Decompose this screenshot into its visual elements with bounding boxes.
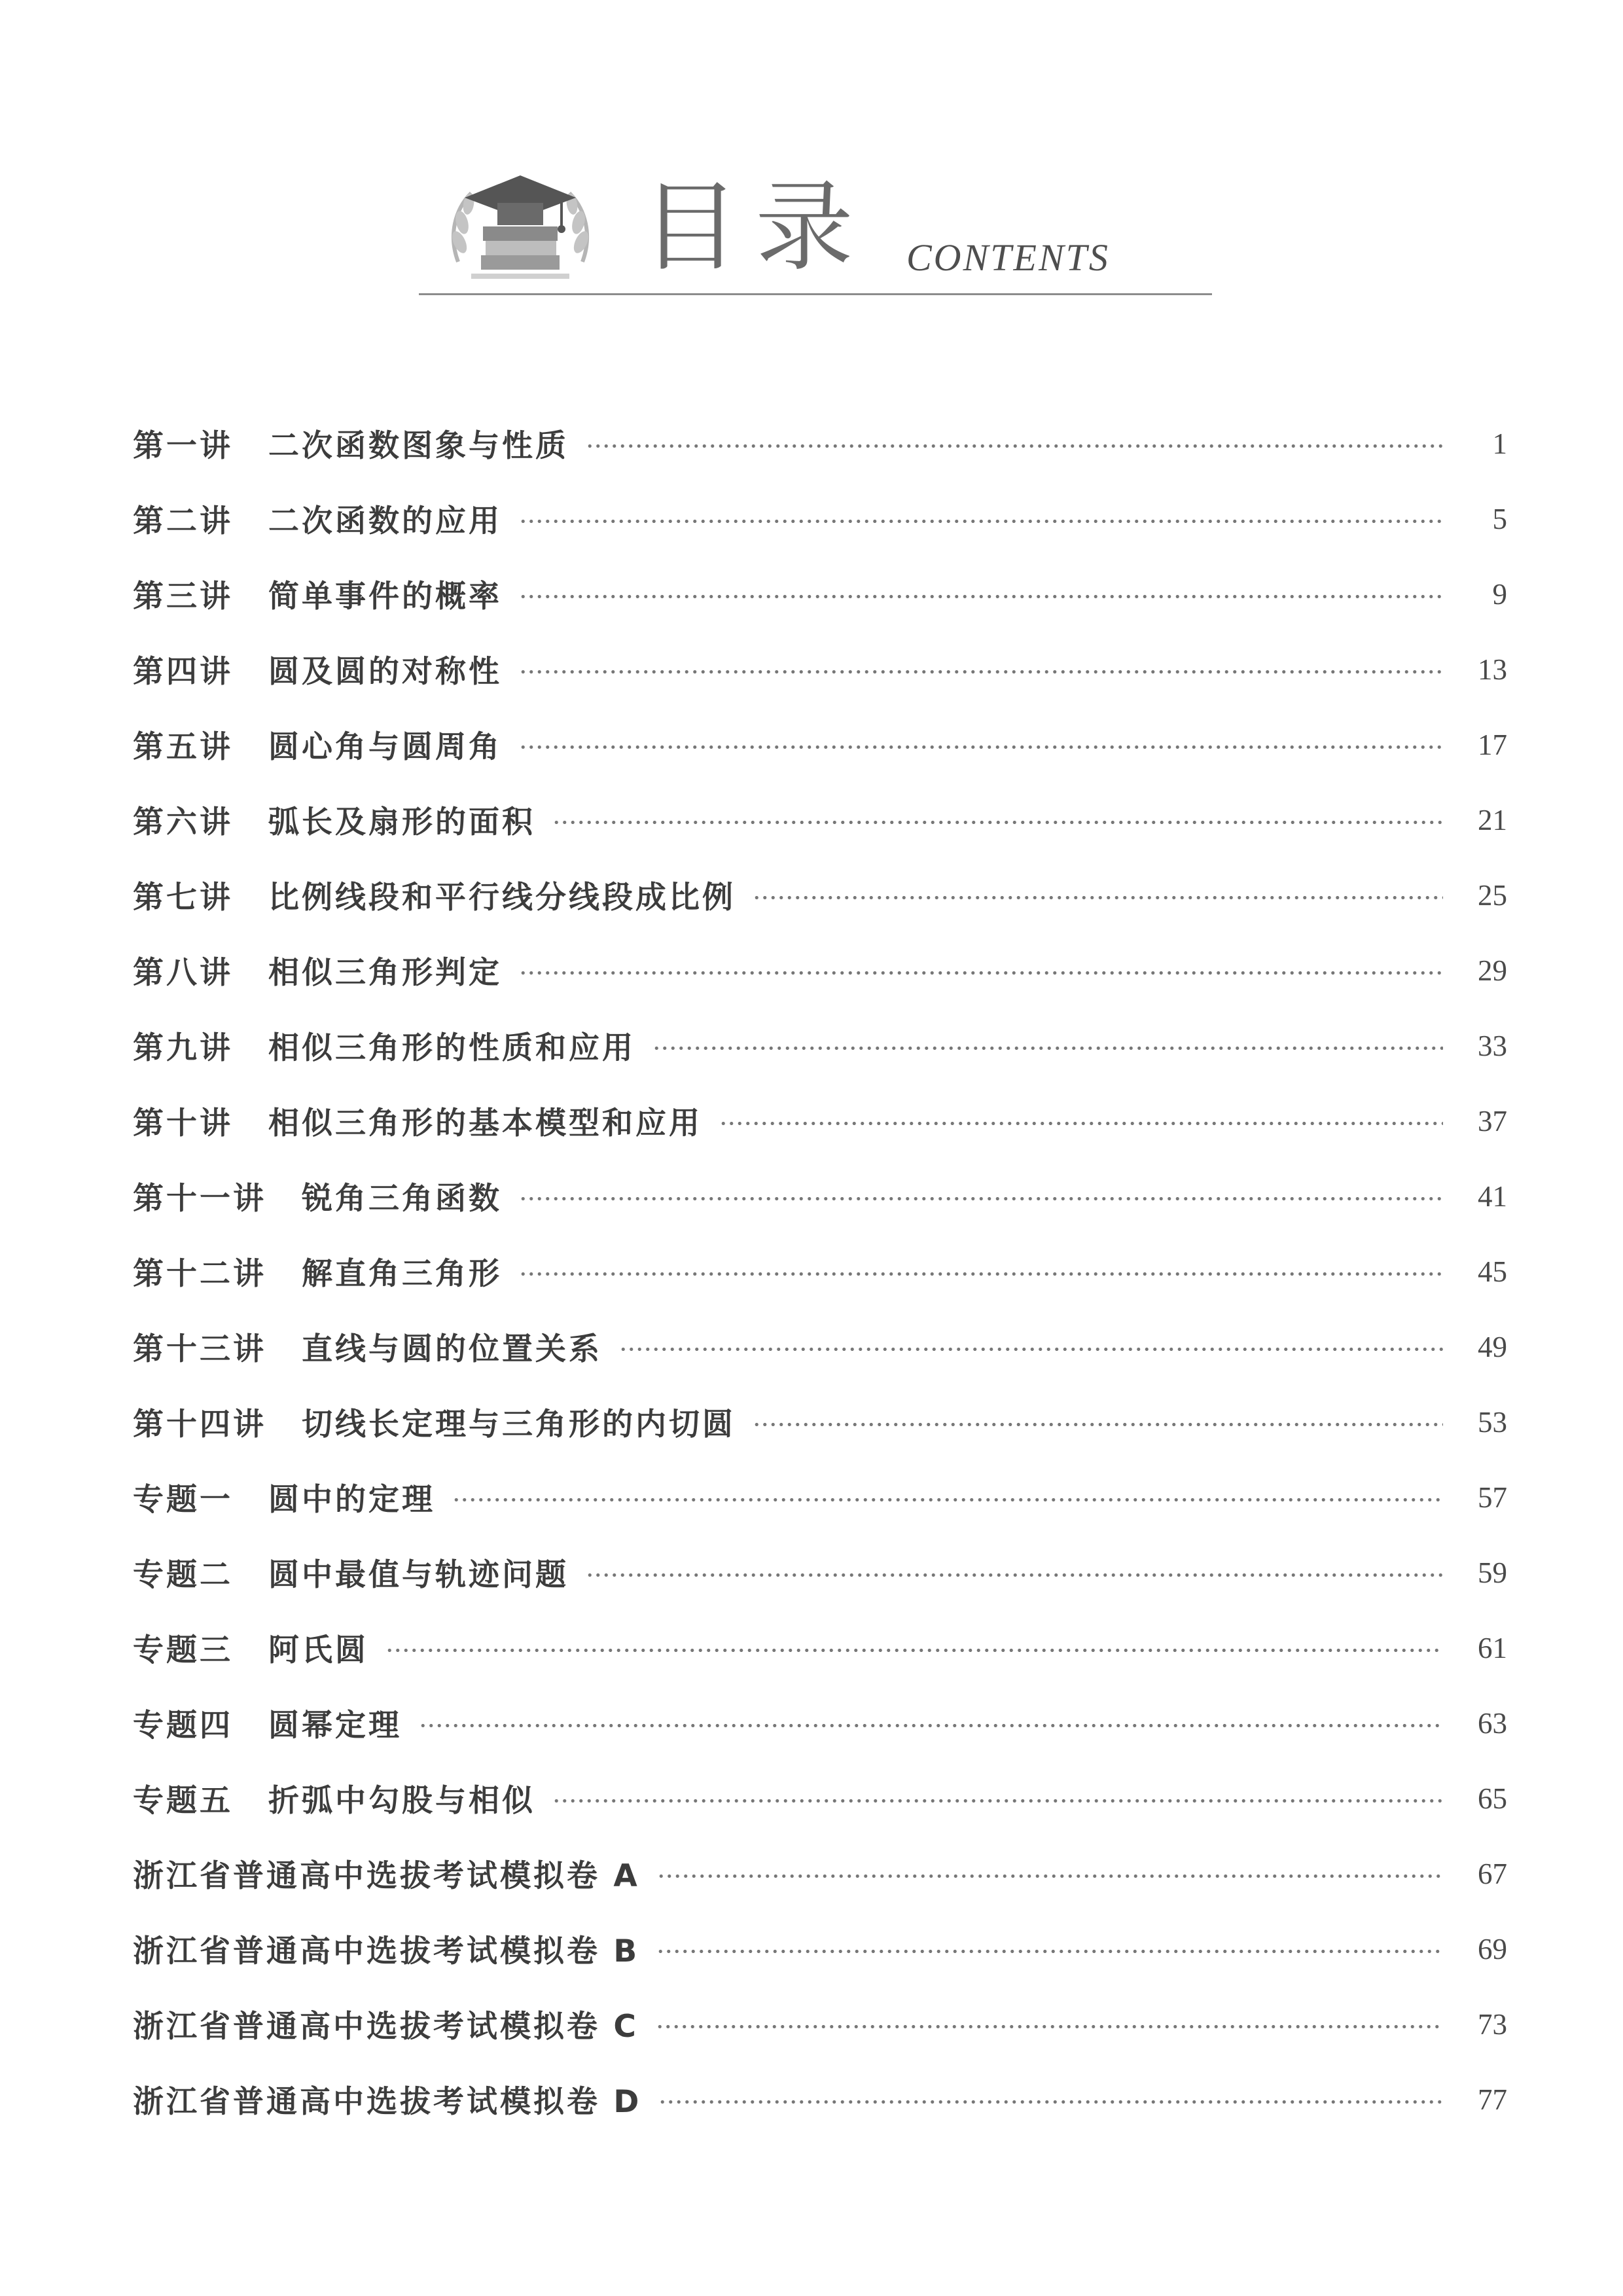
contents-title-english: CONTENTS	[906, 236, 1110, 279]
toc-entry[interactable]	[133, 632, 1507, 707]
toc-lecture-label: 第二讲	[133, 503, 233, 539]
toc-page-number: 41	[1478, 1179, 1507, 1213]
dot-leader	[519, 670, 1443, 673]
toc-lecture-label: 第十讲	[133, 1105, 233, 1141]
dot-leader	[586, 1573, 1443, 1577]
toc-topic-title: 相似三角形的基本模型和应用	[268, 1105, 702, 1141]
toc-topic-title: 圆及圆的对称性	[268, 654, 502, 690]
toc-page-number: 29	[1478, 954, 1507, 987]
dot-leader	[657, 1874, 1443, 1878]
toc-entry[interactable]	[133, 1384, 1507, 1460]
toc-lecture-label: 专题五	[133, 1783, 233, 1819]
toc-topic-title: 圆心角与圆周角	[268, 729, 502, 765]
dot-leader	[658, 2100, 1443, 2104]
toc-page-number: 5	[1492, 502, 1507, 535]
toc-entry[interactable]	[133, 1761, 1507, 1836]
toc-lecture-label: 第十一讲	[133, 1181, 266, 1217]
dot-leader	[753, 896, 1443, 899]
toc-entry[interactable]	[133, 1460, 1507, 1535]
dot-leader	[552, 1799, 1443, 1803]
toc-page-number: 25	[1478, 878, 1507, 912]
graduation-cap-books-icon	[445, 164, 596, 288]
toc-page-number: 1	[1492, 427, 1507, 460]
toc-lecture-label: 第六讲	[133, 804, 233, 840]
dot-leader	[519, 520, 1443, 523]
toc-entry[interactable]	[133, 707, 1507, 782]
dot-leader	[519, 745, 1443, 749]
toc-topic-title: 比例线段和平行线分线段成比例	[268, 880, 736, 916]
toc-entry[interactable]	[133, 1234, 1507, 1309]
dot-leader	[385, 1649, 1443, 1652]
toc-topic-title: 切线长定理与三角形的内切圆	[302, 1407, 736, 1443]
toc-lecture-label: 浙江省普通高中选拔考试模拟卷 D	[133, 2084, 642, 2120]
toc-topic-title: 相似三角形判定	[268, 955, 502, 991]
header-divider	[419, 293, 1212, 295]
toc-entry[interactable]	[133, 2062, 1507, 2137]
toc-topic-title: 直线与圆的位置关系	[302, 1331, 602, 1367]
toc-entry[interactable]	[133, 481, 1507, 556]
toc-lecture-label: 第十三讲	[133, 1331, 266, 1367]
toc-page-number: 57	[1478, 1480, 1507, 1514]
toc-page-number: 59	[1478, 1556, 1507, 1589]
toc-topic-title: 二次函数图象与性质	[268, 428, 569, 464]
toc-page-number: 65	[1478, 1782, 1507, 1815]
toc-lecture-label: 第一讲	[133, 428, 233, 464]
toc-lecture-label: 专题四	[133, 1708, 233, 1744]
toc-topic-title: 弧长及扇形的面积	[268, 804, 535, 840]
toc-page-number: 21	[1478, 803, 1507, 836]
toc-lecture-label: 专题一	[133, 1482, 233, 1518]
toc-lecture-label: 第五讲	[133, 729, 233, 765]
toc-lecture-label: 浙江省普通高中选拔考试模拟卷 C	[133, 2009, 639, 2045]
toc-entry[interactable]	[133, 1535, 1507, 1610]
toc-topic-title: 二次函数的应用	[268, 503, 502, 539]
toc-page-number: 17	[1478, 728, 1507, 761]
contents-header	[419, 164, 1212, 301]
toc-lecture-label: 浙江省普通高中选拔考试模拟卷 B	[133, 1933, 640, 1969]
dot-leader	[652, 1047, 1443, 1050]
toc-page-number: 69	[1478, 1932, 1507, 1965]
toc-entry[interactable]	[133, 556, 1507, 632]
toc-topic-title: 锐角三角函数	[302, 1181, 502, 1217]
toc-page-number: 67	[1478, 1857, 1507, 1890]
toc-topic-title: 相似三角形的性质和应用	[268, 1030, 635, 1066]
toc-entry[interactable]	[133, 857, 1507, 933]
dot-leader	[552, 821, 1443, 824]
toc-page-number: 63	[1478, 1706, 1507, 1740]
toc-entry[interactable]	[133, 1685, 1507, 1761]
toc-lecture-label: 第十四讲	[133, 1407, 266, 1443]
toc-page-number: 37	[1478, 1104, 1507, 1138]
dot-leader	[452, 1498, 1443, 1501]
toc-entry[interactable]	[133, 1836, 1507, 1911]
dot-leader	[656, 2025, 1443, 2028]
toc-entry[interactable]	[133, 1911, 1507, 1986]
toc-entry[interactable]	[133, 933, 1507, 1008]
dot-leader	[519, 1272, 1443, 1276]
toc-page-number: 49	[1478, 1330, 1507, 1363]
toc-entry[interactable]	[133, 1986, 1507, 2062]
toc-entry[interactable]	[133, 406, 1507, 481]
toc-page-number: 73	[1478, 2007, 1507, 2041]
toc-page-number: 45	[1478, 1255, 1507, 1288]
dot-leader	[619, 1348, 1443, 1351]
toc-lecture-label: 第三讲	[133, 579, 233, 615]
toc-lecture-label: 第七讲	[133, 880, 233, 916]
toc-page-number: 53	[1478, 1405, 1507, 1439]
toc-lecture-label: 第四讲	[133, 654, 233, 690]
toc-lecture-label: 专题三	[133, 1632, 233, 1668]
dot-leader	[419, 1724, 1443, 1727]
dot-leader	[519, 595, 1443, 598]
dot-leader	[656, 1950, 1443, 1953]
toc-lecture-label: 第九讲	[133, 1030, 233, 1066]
dot-leader	[519, 971, 1443, 975]
toc-page-number: 61	[1478, 1631, 1507, 1664]
toc-page-number: 13	[1478, 653, 1507, 686]
toc-entry[interactable]	[133, 1610, 1507, 1685]
toc-page-number: 77	[1478, 2083, 1507, 2116]
toc-topic-title: 阿氏圆	[268, 1632, 368, 1668]
toc-topic-title: 圆幂定理	[268, 1708, 402, 1744]
toc-entry[interactable]	[133, 1158, 1507, 1234]
toc-topic-title: 圆中最值与轨迹问题	[268, 1557, 569, 1593]
toc-lecture-label: 专题二	[133, 1557, 233, 1593]
dot-leader	[519, 1197, 1443, 1200]
dot-leader	[753, 1423, 1443, 1426]
toc-entry[interactable]	[133, 1083, 1507, 1158]
toc-topic-title: 折弧中勾股与相似	[268, 1783, 535, 1819]
toc-lecture-label: 第八讲	[133, 955, 233, 991]
toc-page-number: 33	[1478, 1029, 1507, 1062]
contents-title: 目录	[641, 171, 870, 285]
toc-topic-title: 简单事件的概率	[268, 579, 502, 615]
dot-leader	[586, 444, 1443, 448]
toc-page-number: 9	[1492, 577, 1507, 611]
toc-lecture-label: 浙江省普通高中选拔考试模拟卷 A	[133, 1858, 640, 1894]
toc-entry[interactable]	[133, 1309, 1507, 1384]
toc-topic-title: 圆中的定理	[268, 1482, 435, 1518]
table-of-contents	[133, 406, 1507, 2137]
toc-lecture-label: 第十二讲	[133, 1256, 266, 1292]
toc-topic-title: 解直角三角形	[302, 1256, 502, 1292]
toc-entry[interactable]	[133, 1008, 1507, 1083]
dot-leader	[719, 1122, 1443, 1125]
toc-entry[interactable]	[133, 782, 1507, 857]
